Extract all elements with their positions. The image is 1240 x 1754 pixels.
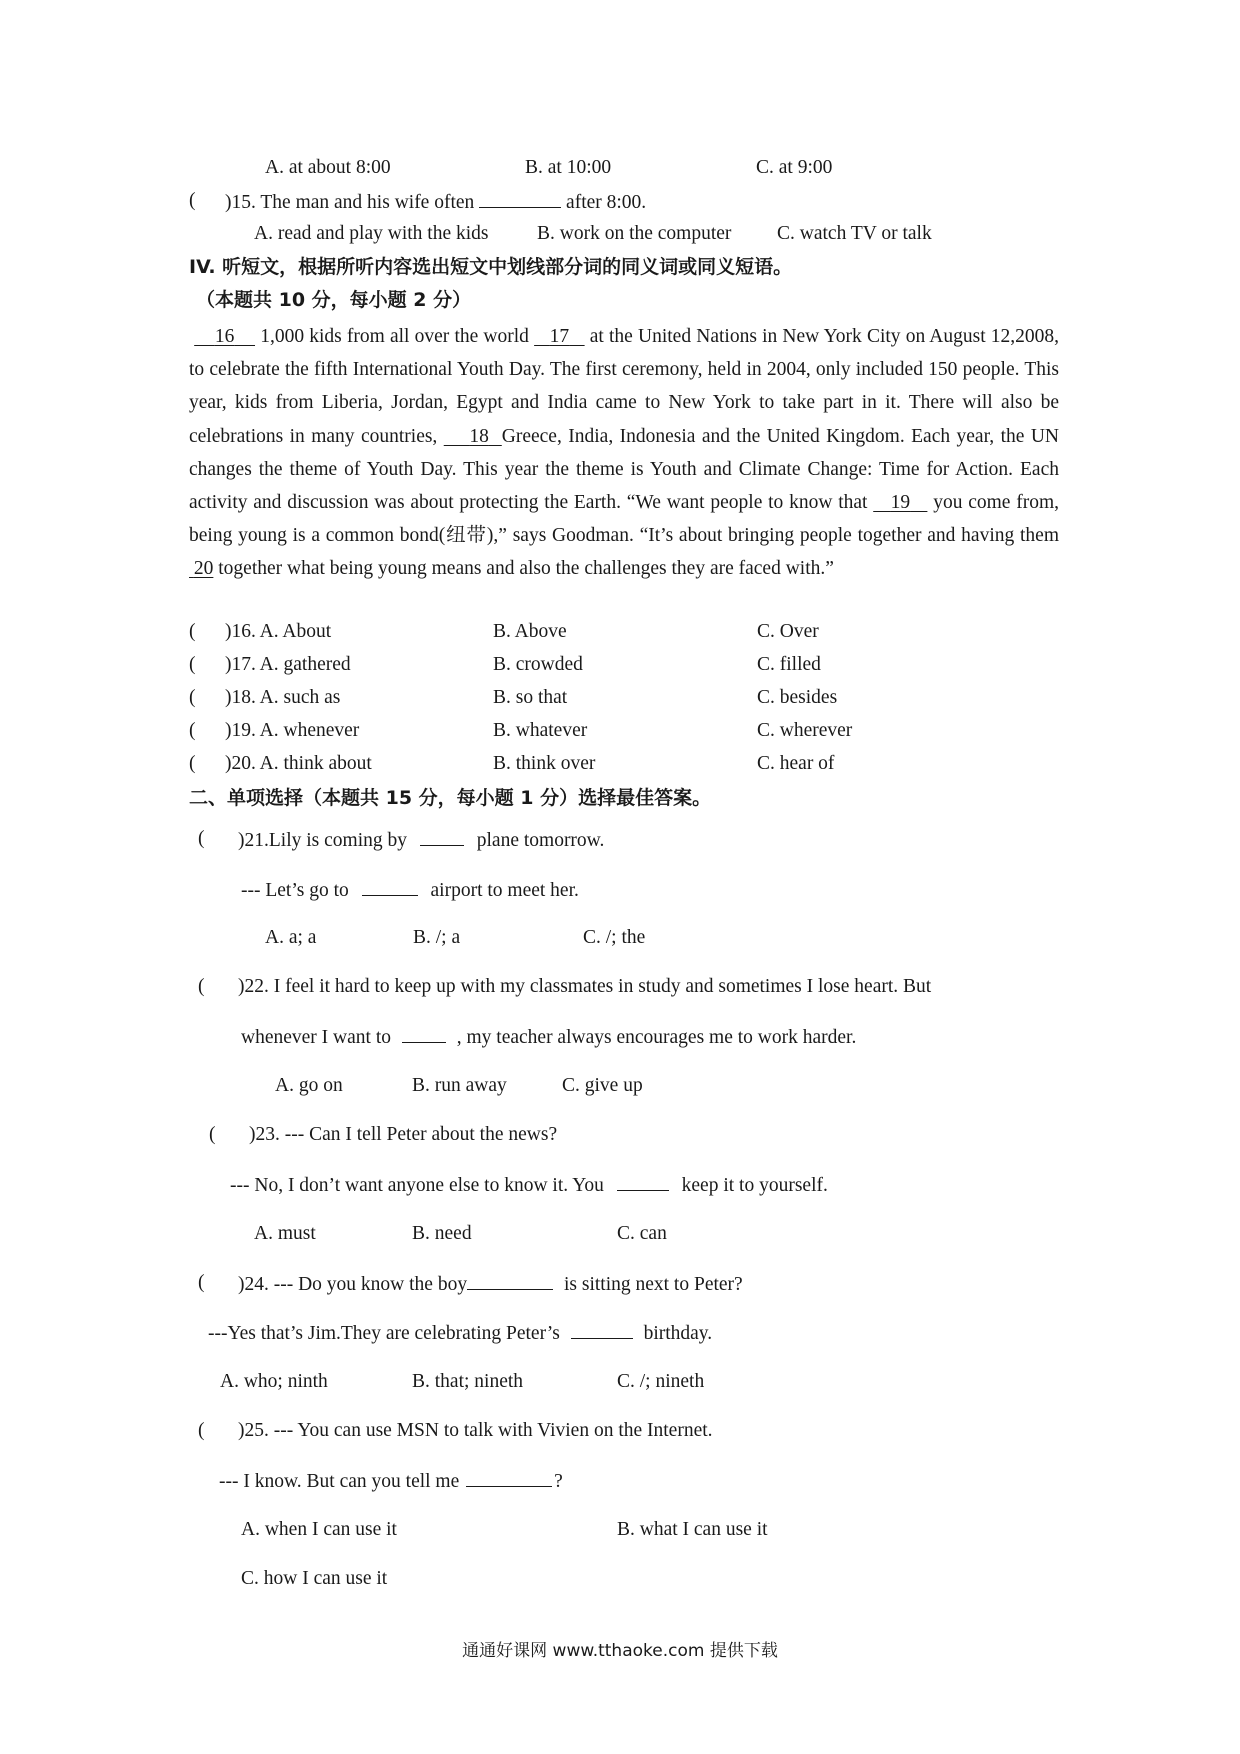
q24-option-c: C. /; nineth — [617, 1371, 705, 1392]
q22-option-b: B. run away — [412, 1075, 507, 1096]
choice-18-a: )18. A. such as — [225, 687, 341, 708]
choice-16-paren: ( — [189, 621, 196, 642]
blank-17-num: 17 — [549, 326, 570, 347]
q21-reply-pre: --- Let’s go to — [241, 880, 349, 901]
q15-option-a: A. read and play with the kids — [254, 223, 489, 244]
q21-stem — [238, 827, 604, 853]
q22-line2-pre: whenever I want to — [241, 1027, 391, 1048]
q25-stem: )25. --- You can use MSN to talk with Vivien on the Internet. — [238, 1420, 713, 1441]
q24-reply — [208, 1320, 712, 1346]
q15-stem-post: after 8:00. — [566, 192, 647, 213]
choice-18-c: C. besides — [757, 687, 838, 708]
q24-stem — [238, 1271, 743, 1297]
q24-option-a: A. who; ninth — [220, 1371, 328, 1392]
q22-paren: ( — [198, 976, 205, 997]
q25-reply-pre: --- I know. But can you tell me — [219, 1471, 460, 1492]
q21-option-c: C. /; the — [583, 927, 646, 948]
blank-17 — [534, 326, 585, 347]
q24-option-b: B. that; nineth — [412, 1371, 524, 1392]
section4-title: IV. 听短文，根据所听内容选出短文中划线部分词的同义词或同义短语。 — [189, 256, 793, 278]
q25-blank — [466, 1468, 552, 1487]
q23-reply-post: keep it to yourself. — [681, 1175, 828, 1196]
choice-17-a: )17. A. gathered — [225, 654, 351, 675]
q15-paren: ( — [189, 190, 196, 211]
q25-option-a: A. when I can use it — [241, 1519, 397, 1540]
q22-line2-post: , my teacher always encourages me to work harder. — [456, 1027, 857, 1048]
q22-stem-line1: )22. I feel it hard to keep up with my classmates in study and sometimes I lose heart. But — [238, 976, 932, 997]
blank-18 — [444, 426, 502, 447]
q21-reply-post: airport to meet her. — [430, 880, 579, 901]
choice-17-b: B. crowded — [493, 654, 583, 675]
q21-option-b: B. /; a — [413, 927, 461, 948]
q15-option-b: B. work on the computer — [537, 223, 732, 244]
q22-option-a: A. go on — [275, 1075, 343, 1096]
q23-option-a: A. must — [254, 1223, 316, 1244]
q24-blank-1 — [467, 1271, 553, 1290]
footer-source: 通通好课网 www.tthaoke.com 提供下载 — [462, 1641, 778, 1661]
passage-text-4: you come from, being young is a common bond(纽带),” says Goodman. “It’s about bringing people together and having them — [189, 492, 1060, 547]
q21-paren: ( — [198, 828, 205, 849]
q14-option-c: C. at 9:00 — [756, 157, 833, 178]
q23-paren: ( — [209, 1124, 216, 1145]
blank-19 — [873, 492, 927, 513]
q24-blank-2 — [571, 1320, 633, 1339]
q23-option-c: C. can — [617, 1223, 667, 1244]
q25-paren: ( — [198, 1420, 205, 1441]
q21-blank-1 — [420, 827, 464, 846]
q22-option-c: C. give up — [562, 1075, 643, 1096]
q24-reply-post: birthday. — [643, 1323, 713, 1344]
choice-19-b: B. whatever — [493, 720, 588, 741]
q24-paren: ( — [198, 1272, 205, 1293]
q25-reply-post: ? — [554, 1471, 563, 1492]
q14-option-b: B. at 10:00 — [525, 157, 612, 178]
blank-19-num: 19 — [890, 492, 911, 514]
q15-stem — [225, 189, 646, 215]
q15-stem-pre: )15. The man and his wife often — [225, 192, 475, 213]
choice-17-paren: ( — [189, 654, 196, 675]
q21-blank-2 — [362, 877, 418, 896]
q23-reply — [230, 1172, 828, 1198]
q21-option-a: A. a; a — [265, 927, 317, 948]
passage-text-2: at the United Nations in New York City on August 12,2008, to celebrate the fifth International Youth Day. The first ceremony, held in 2004, only included 150 people. This year, kids from Liberia, Jordan, Egypt and India came to New York to take part in it. There will also be celebrations in many countries, — [189, 326, 1060, 447]
section4-subtitle: （本题共 10 分，每小题 2 分） — [196, 289, 472, 311]
choice-20-b: B. think over — [493, 753, 596, 774]
q24-stem-post: is sitting next to Peter? — [563, 1274, 743, 1295]
choice-18-b: B. so that — [493, 687, 568, 708]
q21-stem-pre: )21.Lily is coming by — [238, 830, 407, 851]
choice-16-c: C. Over — [757, 621, 819, 642]
choice-18-paren: ( — [189, 687, 196, 708]
q25-option-b: B. what I can use it — [617, 1519, 768, 1540]
blank-20 — [189, 558, 213, 579]
q15-blank — [479, 189, 561, 208]
passage — [189, 320, 1059, 586]
q23-reply-pre: --- No, I don’t want anyone else to know it. You — [230, 1175, 604, 1196]
choice-16-a: )16. A. About — [225, 621, 332, 642]
q24-stem-pre: )24. --- Do you know the boy — [238, 1274, 468, 1295]
choice-20-a: )20. A. think about — [225, 753, 372, 774]
choice-16-b: B. Above — [493, 621, 567, 642]
q23-blank — [617, 1172, 669, 1191]
blank-18-num: 18 — [469, 425, 489, 447]
q21-stem-post: plane tomorrow. — [476, 830, 605, 851]
passage-text-5: together what being young means and also the challenges they are faced with.” — [218, 558, 834, 580]
q23-option-b: B. need — [412, 1223, 472, 1244]
passage-text-3: Greece, India, Indonesia and the United Kingdom. Each year, the UN changes the theme of Youth Day. This year the theme is Youth and Climate Change: Time for Action. Each activity and discussion was about protecting the Earth. “We want people to know that — [189, 425, 1059, 514]
choice-17-c: C. filled — [757, 654, 821, 675]
q14-option-a: A. at about 8:00 — [265, 157, 391, 178]
q23-stem: )23. --- Can I tell Peter about the news? — [249, 1124, 558, 1145]
q25-reply — [219, 1468, 563, 1494]
blank-16 — [194, 326, 255, 347]
q24-reply-pre: ---Yes that’s Jim.They are celebrating Peter’s — [208, 1323, 560, 1344]
section2-title: 二、单项选择（本题共 15 分，每小题 1 分）选择最佳答案。 — [189, 787, 712, 809]
q22-blank — [402, 1024, 446, 1043]
choice-19-paren: ( — [189, 720, 196, 741]
q21-reply — [241, 877, 579, 903]
choice-20-paren: ( — [189, 753, 196, 774]
q22-stem-line2 — [241, 1024, 856, 1050]
q25-option-c: C. how I can use it — [241, 1568, 388, 1589]
choice-19-a: )19. A. whenever — [225, 720, 360, 741]
choice-20-c: C. hear of — [757, 753, 835, 774]
choice-19-c: C. wherever — [757, 720, 853, 741]
blank-20-num: 20 — [193, 558, 214, 580]
blank-16-num: 16 — [214, 326, 235, 347]
passage-text-1: 1,000 kids from all over the world — [260, 326, 529, 347]
q15-option-c: C. watch TV or talk — [777, 223, 932, 244]
